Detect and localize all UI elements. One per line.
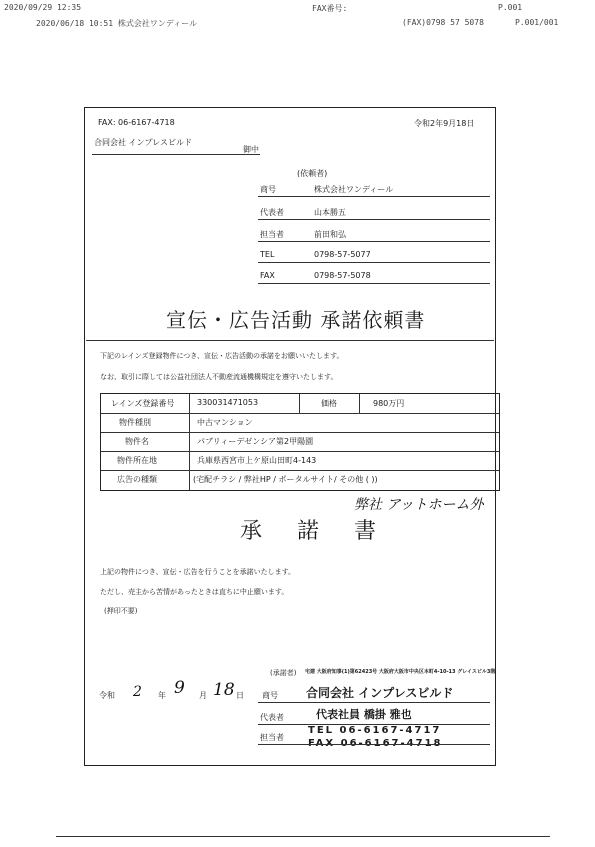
intro-line-2: なお、取引に際しては公益社団法人不動産流通機構規定を遵守いたします。 — [100, 373, 338, 381]
approver-heading: (承諾者) — [270, 669, 297, 677]
table-col-divider — [299, 394, 300, 413]
approver-company-stamp: 合同会社 インプレスビルド — [306, 686, 454, 700]
approver-label-name: 商号 — [262, 691, 278, 700]
fax-to-number: FAX: 06-6167-4718 — [98, 118, 175, 127]
requester-fax: 0798-57-5078 — [314, 271, 371, 280]
approver-line — [258, 702, 490, 703]
table-value-media: (宅配チラシ / 弊社HP / ポータルサイト/ その他 ( )) — [193, 475, 378, 484]
approver-stamp-address: 宅建 大阪府知事(1)第62423号 大阪府大阪市中央区本町4-10-13 グレイスビル3階 — [305, 669, 496, 675]
table-label-name: 物件名 — [125, 437, 149, 446]
approver-label-contact: 担当者 — [260, 733, 284, 742]
bottom-rule — [56, 836, 550, 837]
consent-date-day: 日 — [236, 691, 244, 700]
consent-line-1: 上記の物件につき、宣伝・広告を行うことを承諾いたします。 — [100, 568, 296, 576]
table-label-price: 価格 — [321, 399, 337, 408]
requester-line — [258, 241, 490, 242]
consent-line-2: ただし、売主から苦情があったときは直ちに中止願います。 — [100, 588, 289, 596]
consent-date-prefix: 令和 — [99, 691, 115, 700]
table-row-divider — [101, 470, 499, 471]
table-value-price: 980万円 — [373, 399, 405, 408]
title-separator — [86, 340, 494, 341]
consent-date-day-handwritten: 18 — [213, 680, 235, 700]
intro-line-1: 下記のレインズ登録物件につき、宣伝・広告活動の承諾をお願いいたします。 — [100, 352, 344, 360]
requester-line — [258, 283, 490, 284]
document-date: 令和2年9月18日 — [414, 119, 475, 128]
table-label-media: 広告の種類 — [117, 475, 157, 484]
fax-page-count: P.001/001 — [515, 18, 559, 27]
table-row-divider — [101, 432, 499, 433]
consent-date-month-handwritten: 9 — [174, 678, 185, 698]
table-col-divider — [359, 394, 360, 413]
requester-line — [258, 196, 490, 197]
fax-page-top: P.001 — [498, 3, 523, 12]
requester-representative: 山本勝五 — [314, 208, 346, 217]
approver-tel-stamp: TEL 06-6167-4717 — [308, 725, 442, 736]
addressee-honorific: 御中 — [243, 145, 259, 154]
fax-number-label-top: FAX番号: — [312, 4, 348, 13]
table-row-divider — [101, 451, 499, 452]
table-label-type: 物件種別 — [119, 418, 151, 427]
requester-line — [258, 262, 490, 263]
addressee-underline — [92, 154, 260, 155]
table-label-reins: レインズ登録番号 — [111, 399, 175, 408]
consent-title: 承 諾 書 — [240, 519, 390, 544]
requester-heading: (依頼者) — [297, 169, 328, 178]
requester-label-fax: FAX — [260, 271, 275, 280]
requester-tel: 0798-57-5077 — [314, 250, 371, 259]
fax-timestamp-top: 2020/09/29 12:35 — [4, 3, 82, 12]
requester-label-contact: 担当者 — [260, 230, 284, 239]
requester-line — [258, 219, 490, 220]
table-row-divider — [101, 413, 499, 414]
table-value-reins: 330031471053 — [197, 398, 259, 407]
consent-date-year-handwritten: 2 — [133, 684, 142, 700]
document-title: 宣伝・広告活動 承諾依頼書 — [166, 308, 426, 332]
table-value-address: 兵庫県西宮市上ケ原山田町4-143 — [197, 456, 317, 465]
approver-fax-stamp: FAX 06-6167-4718 — [308, 738, 443, 749]
consent-date-year: 年 — [158, 691, 166, 700]
approver-representative-stamp: 代表社員 橋掛 雅也 — [316, 708, 412, 721]
table-label-address: 物件所在地 — [117, 456, 157, 465]
table-col-divider — [189, 394, 190, 490]
fax-timestamp-sender: 2020/06/18 10:51 株式会社ワンディール — [36, 19, 198, 28]
requester-company: 株式会社ワンディール — [314, 185, 394, 194]
handwritten-media-note: 弊社 アットホーム外 — [354, 497, 484, 513]
table-value-type: 中古マンション — [197, 418, 253, 427]
approver-line — [258, 744, 490, 745]
property-table — [100, 393, 500, 491]
requester-label-rep: 代表者 — [260, 208, 284, 217]
seal-note: (押印不要) — [104, 607, 138, 615]
addressee: 合同会社 インプレスビルド — [94, 138, 192, 147]
requester-label-tel: TEL — [260, 250, 275, 259]
approver-label-rep: 代表者 — [260, 713, 284, 722]
table-value-name: パブリィーデゼンシア第2甲陽園 — [197, 437, 314, 446]
requester-label-name: 商号 — [260, 185, 276, 194]
fax-sender-number: (FAX)0798 57 5078 — [402, 18, 484, 27]
requester-contact-person: 前田和弘 — [314, 230, 346, 239]
consent-date-month: 月 — [199, 691, 207, 700]
